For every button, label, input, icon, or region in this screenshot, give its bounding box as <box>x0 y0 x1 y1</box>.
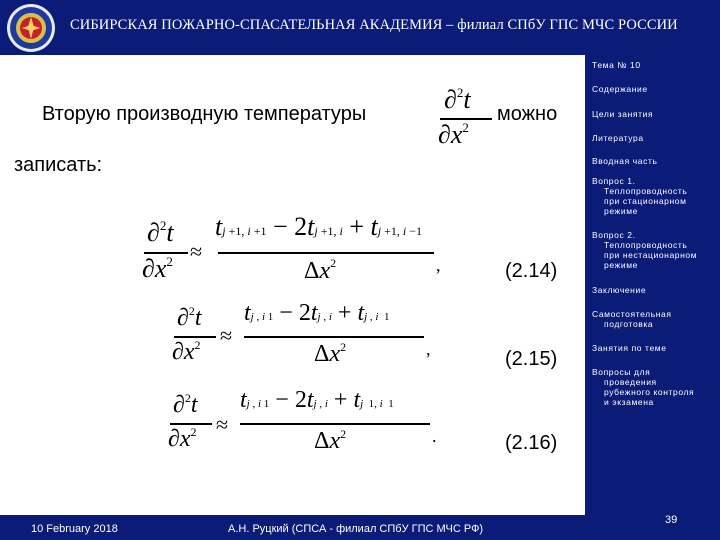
footer-bar <box>0 515 585 540</box>
header-bar <box>0 0 720 55</box>
equation-2-14: ∂$^2$t $\partial x^2$ ≈ tj +1, i +1 − 2tj +1, i + tj +1, i −1 $\Delta x^2$ , <box>142 212 441 284</box>
intro-text-part3: записать: <box>14 154 103 176</box>
equation-2-16: ∂$^2$t $\partial x^2$ ≈ tj , i 1 − 2tj , i + tj 1, i 1 $\Delta x^2$ . <box>168 387 437 454</box>
sidebar-item-question-2[interactable]: Вопрос 2. Теплопроводность при нестационарном режиме <box>592 230 698 270</box>
academy-emblem-icon <box>6 3 56 53</box>
page-number: 39 <box>665 514 678 526</box>
sidebar-item-topic[interactable]: Тема № 10 <box>592 60 641 70</box>
sidebar <box>585 55 720 540</box>
sidebar-item-goals[interactable]: Цели занятия <box>592 109 654 119</box>
slide-content <box>0 55 585 515</box>
sidebar-item-contents[interactable]: Содержание <box>592 84 648 94</box>
header-title: СИБИРСКАЯ ПОЖАРНО-СПАСАТЕЛЬНАЯ АКАДЕМИЯ – филиал СПбУ ГПС МЧС РОССИИ <box>70 17 678 33</box>
sidebar-item-literature[interactable]: Литература <box>592 133 644 143</box>
footer-author: А.Н. Руцкий (СПСА - филиал СПбУ ГПС МЧС РФ) <box>228 523 484 535</box>
equation-number-2-16: (2.16) <box>505 432 558 454</box>
sidebar-item-self-study[interactable]: Самостоятельная подготовка <box>592 309 672 329</box>
sidebar-item-conclusion[interactable]: Заключение <box>592 285 647 295</box>
equation-number-2-15: (2.15) <box>505 348 558 370</box>
sidebar-item-question-1[interactable]: Вопрос 1. Теплопроводность при стационарном режиме <box>592 176 688 216</box>
intro-text-part1: Вторую производную температуры <box>42 103 367 125</box>
sidebar-item-intro[interactable]: Вводная часть <box>592 156 658 166</box>
sidebar-item-classes[interactable]: Занятия по теме <box>592 343 667 353</box>
equation-2-15: ∂$^2$t $\partial x^2$ ≈ tj , i 1 − 2tj , i + tj , i 1 $\Delta x^2$ , <box>172 300 431 367</box>
sidebar-item-exam-questions[interactable]: Вопросы для проведения рубежного контроля и экзамена <box>592 367 695 407</box>
equation-number-2-14: (2.14) <box>505 260 558 282</box>
footer-date: 10 February 2018 <box>31 523 118 535</box>
inline-formula: ∂$^2$t $\partial x^2$ <box>438 83 494 153</box>
intro-text-part2: можно <box>497 103 558 125</box>
